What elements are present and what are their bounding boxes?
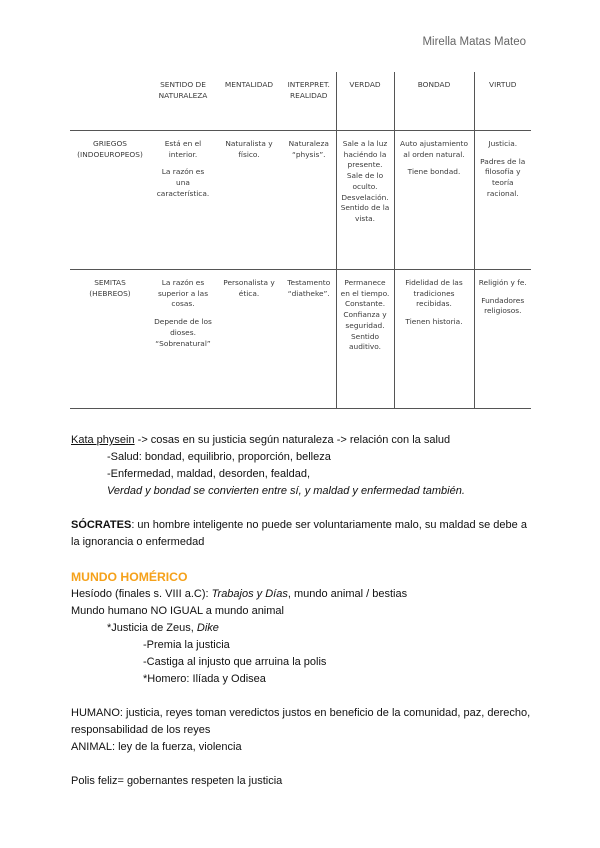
cell-paragraph: Fundadores religiosos. bbox=[481, 295, 525, 316]
justicia-pre: *Justicia de Zeus, bbox=[107, 622, 197, 634]
cell-interpret: Naturaleza “physis”. bbox=[282, 131, 336, 270]
spacer bbox=[71, 688, 531, 705]
premia-line: -Premia la justicia bbox=[143, 639, 230, 651]
header-empty bbox=[70, 72, 150, 131]
cell-sentido bbox=[150, 270, 216, 409]
cell-paragraph: Está en el interior. bbox=[164, 139, 202, 159]
cell-virtud bbox=[474, 131, 531, 270]
socrates-paragraph bbox=[71, 517, 531, 551]
cell-paragraph: Depende de los dioses. “Sobrenatural” bbox=[154, 317, 212, 348]
hesiodo-italic: Trabajos y Días bbox=[211, 588, 288, 600]
hesiodo-line bbox=[71, 586, 531, 603]
cell-paragraph: La razón es una característica. bbox=[156, 167, 210, 198]
justicia-italic: Dike bbox=[196, 622, 219, 634]
cell-virtud bbox=[474, 270, 531, 409]
polis-line: Polis feliz= gobernantes respeten la justicia bbox=[71, 775, 283, 787]
cell-interpret: Testamento “diatheke”. bbox=[282, 270, 336, 409]
cell-paragraph: Fidelidad de las tradiciones recibidas. bbox=[405, 278, 463, 309]
enfermedad-line: -Enfermedad, maldad, desorden, fealdad, bbox=[107, 468, 311, 480]
header-virtud: VIRTUD bbox=[474, 72, 531, 131]
cell-paragraph: Tienen historia. bbox=[405, 317, 463, 327]
table-header-row bbox=[70, 72, 531, 131]
cell-bondad bbox=[394, 131, 474, 270]
cell-paragraph: Religión y fe. bbox=[478, 278, 527, 287]
cell-mentalidad: Personalista y ética. bbox=[216, 270, 282, 409]
socrates-label: SÓCRATES bbox=[71, 519, 132, 531]
cell-paragraph: Tiene bondad. bbox=[407, 167, 461, 177]
justicia-line bbox=[71, 620, 531, 637]
humano-paragraph: HUMANO: justicia, reyes toman veredictos justos en beneficio de la comunidad, paz, derecho, responsabilidad de los reyes bbox=[71, 707, 531, 736]
cell-paragraph: La razón es superior a las cosas. bbox=[157, 278, 209, 309]
cell-paragraph: Padres de la filosofía y teoría racional. bbox=[480, 156, 526, 198]
cell-paragraph: Justicia. bbox=[488, 139, 518, 148]
section-title-mundo-homerico: MUNDO HOMÉRICO bbox=[71, 570, 188, 584]
animal-line: ANIMAL: ley de la fuerza, violencia bbox=[71, 741, 242, 753]
spacer bbox=[71, 756, 531, 773]
table-row-semitas bbox=[70, 270, 531, 409]
cell-verdad: Permanece en el tiempo. Constante. Confianza y seguridad. Sentido auditivo. bbox=[336, 270, 394, 409]
kata-line bbox=[71, 432, 531, 449]
homero-line: *Homero: Ilíada y Odisea bbox=[143, 673, 266, 685]
kata-rest: -> cosas en su justicia según naturaleza -> relación con la salud bbox=[134, 434, 451, 446]
cell-verdad: Sale a la luz haciéndo la presente. Sale de lo oculto. Desvelación. Sentido de la vista. bbox=[336, 131, 394, 270]
spacer bbox=[71, 500, 531, 517]
cell-sentido bbox=[150, 131, 216, 270]
castiga-line: -Castiga al injusto que arruina la polis bbox=[143, 656, 327, 668]
header-sentido: SENTIDO DE NATURALEZA bbox=[158, 80, 208, 100]
notes-body bbox=[71, 432, 531, 790]
hesiodo-post: , mundo animal / bestias bbox=[287, 588, 408, 600]
comparison-table bbox=[70, 72, 531, 409]
verdad-line bbox=[71, 483, 531, 500]
hesiodo-pre: Hesíodo (finales s. VIII a.C): bbox=[71, 588, 212, 600]
row-label: SEMITAS (HEBREOS) bbox=[70, 270, 150, 409]
header-bondad: BONDAD bbox=[394, 72, 474, 131]
header-interpret: INTERPRET. REALIDAD bbox=[287, 80, 330, 100]
socrates-text: : un hombre inteligente no puede ser voluntariamente malo, su maldad se debe a la ignorancia o enfermedad bbox=[71, 519, 527, 548]
cell-bondad bbox=[394, 270, 474, 409]
verdad-italic: Verdad y bondad se convierten entre sí, y maldad y enfermedad también. bbox=[107, 485, 465, 497]
cell-paragraph: Auto ajustamiento al orden natural. bbox=[400, 139, 468, 159]
mundo-humano-line: Mundo humano NO IGUAL a mundo animal bbox=[71, 605, 284, 617]
header-mentalidad: MENTALIDAD bbox=[224, 80, 274, 89]
row-label: GRIEGOS (INDOEUROPEOS) bbox=[70, 131, 150, 270]
kata-term: Kata physein bbox=[71, 434, 135, 446]
cell-mentalidad: Naturalista y físico. bbox=[216, 131, 282, 270]
table-row-griegos bbox=[70, 131, 531, 270]
spacer bbox=[71, 551, 531, 568]
author-name: Mirella Matas Mateo bbox=[422, 36, 526, 48]
salud-line: -Salud: bondad, equilibrio, proporción, belleza bbox=[107, 451, 331, 463]
header-verdad: VERDAD bbox=[336, 72, 394, 131]
